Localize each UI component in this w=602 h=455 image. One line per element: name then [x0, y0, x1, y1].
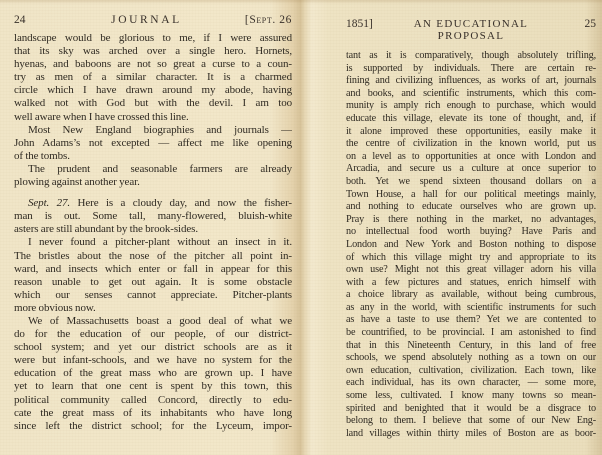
text-line: Pray is there nothing in the market, no advantages,	[346, 213, 596, 225]
text-line: hyenas, and baboons are not so great a curse to a coun-	[14, 58, 292, 71]
text-line: The prudent and seasonable farmers are already	[28, 162, 292, 175]
text-line: Sept. 27. Here is a cloudy day, and now the fisher-	[28, 197, 292, 210]
right-page-header	[346, 18, 596, 42]
text-line: cate the great mass of its inhabitants who have long	[14, 406, 292, 419]
text-line: both. Yet we spend sixteen thousand dollars on a	[346, 175, 596, 187]
left-running-title: JOURNAL	[111, 14, 182, 26]
text-line: spirited and benighted that it would be a disgrace to	[346, 402, 596, 414]
text-line: that its sky was arched over a single hero. Hornets,	[14, 45, 292, 58]
paragraph	[14, 32, 292, 124]
paragraph	[346, 50, 596, 440]
paragraph	[14, 163, 292, 189]
paragraph	[14, 197, 292, 236]
text-line: Arcadia, and secure us a culture at once superior to	[346, 163, 596, 175]
text-line: own use? Might not this great villager adorn his villa	[346, 264, 596, 276]
text-line: on a level as to opportunities at once with London and	[346, 150, 596, 162]
text-line: Most New England biographies and journals —	[28, 123, 292, 136]
text-line: We of Massachusetts boast a good deal of what we	[28, 314, 292, 327]
text-line: which our senses cannot appreciate. Pitcher-plants	[14, 288, 292, 301]
right-header-year: 1851]	[346, 18, 373, 30]
text-line: is supported by individuals. There are certain re-	[346, 62, 596, 74]
text-line: with a few pictures and statues, enrich himself with	[346, 276, 596, 288]
text-line: that in this Nineteenth Century, in this land of free	[346, 339, 596, 351]
left-page-number: 24	[14, 14, 26, 26]
text-line: reason unable to get out again. It is some obstacle	[14, 275, 292, 288]
text-line: fining and civilizing influences, as works of art, journals	[346, 75, 596, 87]
text-line: yet to learn that one cent is spent by this town, this	[14, 380, 292, 393]
text-line: plowing against another year.	[14, 176, 140, 189]
paragraph	[14, 124, 292, 163]
left-page-text	[14, 32, 292, 433]
right-page	[346, 18, 596, 440]
right-running-title: AN EDUCATIONAL PROPOSAL	[413, 18, 529, 42]
text-line: of which this village might try and appropriate to its	[346, 251, 596, 263]
paragraph	[14, 236, 292, 315]
text-line: asters are still abundant by the brook-sides.	[14, 223, 199, 236]
text-line: Town House, a hall for our political meetings mainly,	[346, 188, 596, 200]
text-line: some less, cultivated. I know many towns so mean-	[346, 390, 596, 402]
text-line: landscape would be glorious to me, if I were assured	[14, 32, 292, 44]
text-line: as have a taste to use them? Yet we are contented to	[346, 314, 596, 326]
right-page-number: 25	[584, 18, 596, 30]
text-line: John Adams’s not excepted — affect me like opening	[14, 136, 292, 149]
text-line: since left the district school; for the Lyceum, impor-	[14, 419, 292, 432]
left-page-header	[14, 14, 292, 26]
text-line: be countrified, to be provincial. I am astonished to find	[346, 327, 596, 339]
text-line: do for the education of our people, of our district-	[14, 328, 292, 341]
text-line: no intellectual food worth buying? Have Paris and	[346, 226, 596, 238]
text-line: circle which I have drawn around my abode, having	[14, 84, 292, 97]
text-line: tant as it is comparatively, though absolutely trifling,	[346, 50, 596, 61]
text-line: a choice library as available, without being cumbrous,	[346, 289, 596, 301]
text-line: munity is amply rich enough to purchase, which would	[346, 100, 596, 112]
text-line: more obvious now.	[14, 301, 96, 314]
text-line: London and New York and Boston nothing to dispose	[346, 238, 596, 250]
text-line: educate this village, elevate its tone of thought, and, if	[346, 112, 596, 124]
text-line: land villages within thirty miles of Boston are as boor-	[346, 427, 596, 439]
text-line: ward, and insects which enter or fall in appear for this	[14, 262, 292, 275]
text-line: well aware when I have crossed this line.	[14, 110, 189, 123]
text-line: and books, and scientific instruments, which this com-	[346, 87, 596, 99]
text-line: man is out. Some tall, many-flowered, bluish-white	[14, 210, 292, 223]
left-header-date: [Sept. 26	[244, 14, 292, 26]
text-line: of the tombs.	[14, 149, 70, 162]
text-line: schools, we spend absolutely nothing as a town on our	[346, 352, 596, 364]
text-line: try as men of a similar character. It is a charmed	[14, 71, 292, 84]
left-page	[14, 14, 292, 433]
text-line: and nothing to educate ourselves who are grown up.	[346, 201, 596, 213]
text-line: I never found a pitcher-plant without an insect in it.	[28, 236, 292, 249]
text-line: education of the great mass who are grown up. I have	[14, 367, 292, 380]
right-page-text	[346, 50, 596, 440]
paragraph	[14, 315, 292, 433]
text-line: political community called Concord, directly to edu-	[14, 393, 292, 406]
text-line: belong to them. I believe that some of our New Eng-	[346, 415, 596, 427]
text-line: each individual, has its own character, — some more,	[346, 377, 596, 389]
date-lead: Sept. 27.	[28, 197, 71, 210]
text-line: The bristles about the nose of the pitcher all point in-	[14, 249, 292, 262]
text-line: it alone improved these opportunities, easily make it	[346, 125, 596, 137]
text-line: as any in the world, with scientific instruments for such	[346, 301, 596, 313]
text-line: the centre of civilization in the known world, put us	[346, 138, 596, 150]
text-line: were but infant-schools, and we have no system for the	[14, 354, 292, 367]
text-line: school system; and yet our district schools are as it	[14, 341, 292, 354]
text-line: walked not with God but with the devil. I am too	[14, 97, 292, 110]
text-line: own education, cultivation, civilization. Each town, like	[346, 364, 596, 376]
